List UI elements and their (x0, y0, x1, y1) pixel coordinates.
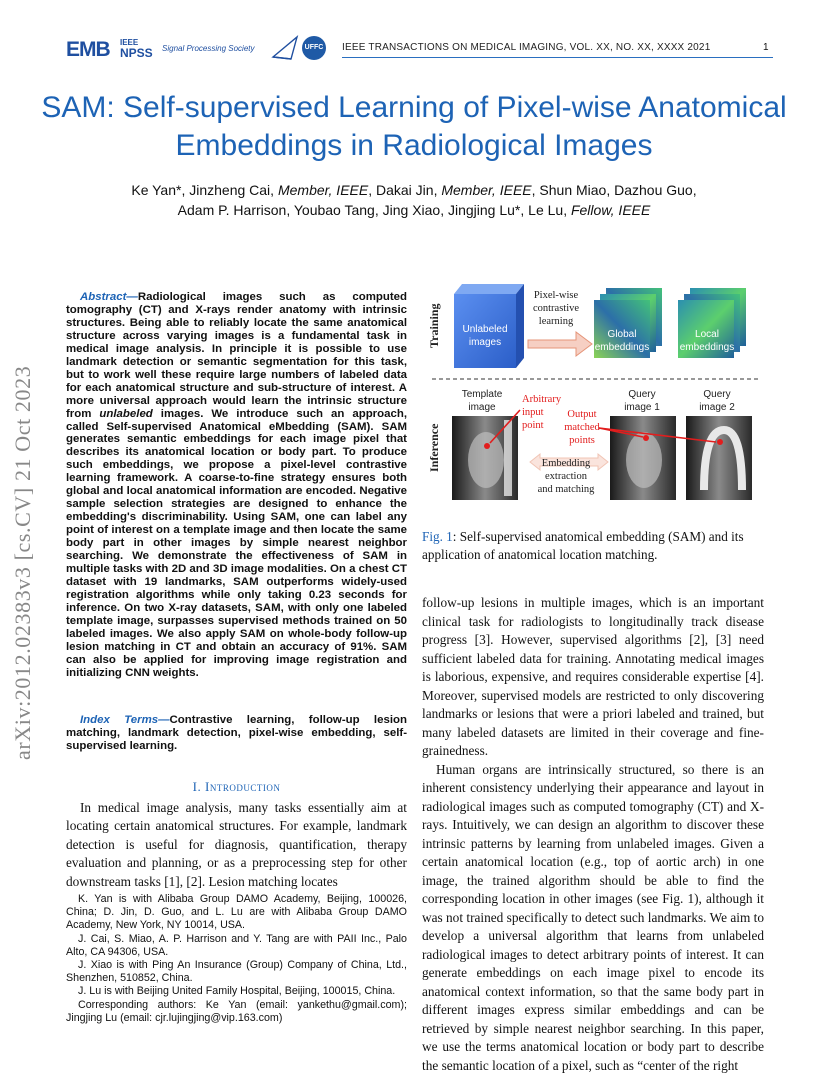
training-arrow (528, 332, 592, 356)
paper-title: SAM: Self-supervised Learning of Pixel-wise Anatomical Embeddings in Radiological Images (40, 89, 788, 165)
query-image-1-text: Query image 1 (624, 389, 660, 413)
footnote-5: Corresponding authors: Ke Yan (email: yankethu@gmail.com); Jingjing Lu (email: cjr.lujingjing@vip.163.com) (66, 999, 407, 1025)
footnote-4: J. Lu is with Beijing United Family Hospital, Beijing, 100015, China. (66, 985, 407, 998)
body-paragraph-1: follow-up lesions in multiple images, which is an important clinical task for radiologists to longitudinally track disease progress [3]. However, supervised algorithms [2], [3] need sufficient labeled data for training. Annotating medical images is laborious, expensive, and requires considerable expertise [4]. Moreover, supervised models are restricted to only discovering landmarks or lesions that were a priori labeled and trained, but many labeled datasets are limited in their coverage and fine-grainedness. (422, 594, 764, 761)
ieee-kite-logo (271, 35, 299, 61)
header-rule (342, 57, 773, 58)
query-image-2-text: Query image 2 (699, 389, 735, 413)
authors-line-1: Ke Yan*, Jinzheng Cai, Member, IEEE, Dakai Jin, Member, IEEE, Shun Miao, Dazhou Guo, (40, 180, 788, 200)
arbitrary-point-text: Arbitrary input point (522, 394, 562, 431)
figure-label: Fig. 1 (422, 529, 453, 544)
page-number: 1 (763, 42, 769, 53)
right-column-text (422, 594, 764, 1075)
footnotes (66, 893, 407, 1025)
index-terms-text: Contrastive learning, follow-up lesion matching, landmark detection, pixel-wise embedding, self-supervised learning. (66, 714, 407, 752)
unlabeled-images-text: Unlabeled images (462, 324, 507, 348)
training-label: Training (427, 304, 441, 348)
query-ct-image-1 (610, 416, 676, 500)
arxiv-stamp: arXiv:2012.02383v3 [cs.CV] 21 Oct 2023 (10, 366, 36, 760)
sps-logo: Signal Processing Society (162, 44, 255, 53)
uffc-logo: UFFC (302, 36, 326, 60)
footnote-2: J. Cai, S. Miao, A. P. Harrison and Y. Tang are with PAII Inc., Palo Alto, CA 94306, USA. (66, 933, 407, 959)
author-list (40, 180, 788, 220)
npss-logo: IEEE NPSS (120, 38, 153, 59)
body-paragraph-2: Human organs are intrinsically structured, so there is an inherent consistency underlying their appearance and layout in radiological images such as computed tomography (CT) and X-rays. Intuitively, we can design an algorithm to discover these intrinsic patterns by learning from unlabeled images. Given a certain anatomical location (e.g., top of aortic arch) in one image, the trained algorithm should be able to find the corresponding location in other images (see Fig. 1), although it was not trained specifically to detect such landmarks. We aim to develop a universal algorithm that learns from unlabeled radiological images to detect arbitrary points of interest. It can generate embeddings on each image pixel to encode its anatomical context information, so that the same body part in different images express similar embeddings and can be retrieved by simple nearest neighbor searching. In this paper, we use the terms anatomical location or body part to describe the semantic location of a pixel, such as “center of the right (422, 761, 764, 1075)
local-embeddings-text: Local embeddings (680, 329, 734, 353)
index-terms (66, 714, 407, 753)
output-points-text: Output matched points (564, 409, 600, 446)
journal-header: IEEE TRANSACTIONS ON MEDICAL IMAGING, VOL. XX, NO. XX, XXXX 2021 (342, 42, 710, 53)
figure-caption (422, 528, 764, 565)
footnote-3: J. Xiao is with Ping An Insurance (Group) Company of China, Ltd., Shenzhen, 510852, China. (66, 959, 407, 985)
abstract-italic: unlabeled (99, 408, 152, 420)
index-terms-label: Index Terms— (80, 714, 170, 726)
embedding-extraction-text: Embedding extraction and matching (538, 458, 596, 495)
emb-logo: EMB (66, 38, 110, 62)
abstract-text-a: Radiological images such as computed tomography (CT) and X-rays render anatomy with intrinsic structures. Being able to reliably locate the same anatomical structure across varying images is a fundamental task in medical image analysis. In principle it is possible to use landmark detection or semantic segmentation for this task, but to work well these require large numbers of labeled data for each anatomical structure and sub-structure of interest. A more universal approach would learn the intrinsic structure from (66, 291, 407, 420)
intro-paragraph: In medical image analysis, many tasks essentially aim at locating certain anatomical structures. For example, landmark detection is useful for diagnosis, quantification, therapy evaluation and planning, or as a preprocessing step for other downstream tasks [1], [2]. Lesion matching locates (66, 799, 407, 891)
abstract (66, 291, 407, 680)
abstract-label: Abstract— (80, 291, 138, 303)
inference-label: Inference (427, 423, 441, 472)
caption-text: : Self-supervised anatomical embedding (SAM) and its application of anatomical location matching. (422, 529, 744, 562)
matched-point-marker-1 (643, 435, 649, 441)
abstract-text-b: images. We introduce such an approach, called Self-supervised Anatomical eMbedding (SAM). SAM generates semantic embeddings for each image pixel that describes its anatomical location or body part. To produce such embeddings, we propose a pixel-level contrastive learning framework. A coarse-to-fine strategy ensures both global and local anatomical information are encoded. Negative sample selection strategies are designed to enhance the embedding's discriminability. Using SAM, one can label any point of interest on a template image and then locate the same body part in other images by simple nearest neighbor searching. We demonstrate the effectiveness of SAM in multiple tasks with 2D and 3D image modalities. On a chest CT dataset with 19 landmarks, SAM outperforms widely-used registration algorithms while only taking 0.23 seconds for inference. On two X-ray datasets, SAM, with only one labeled template image, surpasses supervised methods trained on 50 labeled images. We also apply SAM on whole-body follow-up lesion matching in CT and obtain an accuracy of 91%. SAM can also be applied for improving image registration and initializing CNN weights. (66, 408, 407, 679)
authors-line-2: Adam P. Harrison, Youbao Tang, Jing Xiao, Jingjing Lu*, Le Lu, Fellow, IEEE (40, 200, 788, 220)
section-heading: I. Introduction (66, 779, 407, 795)
figure-1 (424, 280, 764, 505)
template-ct-image (452, 416, 518, 500)
footnote-1: K. Yan is with Alibaba Group DAMO Academy, Beijing, 100026, China; D. Jin, D. Guo, and L. Lu are with Alibaba Group DAMO Academy, New York, NY 10014, USA. (66, 893, 407, 933)
matched-point-marker-2 (717, 439, 723, 445)
pixelwise-text: Pixel-wise contrastive learning (533, 290, 579, 327)
template-image-text: Template image (462, 389, 503, 413)
input-point-marker (484, 443, 490, 449)
query-ct-image-2 (686, 416, 752, 500)
global-embeddings-text: Global embeddings (595, 329, 649, 353)
